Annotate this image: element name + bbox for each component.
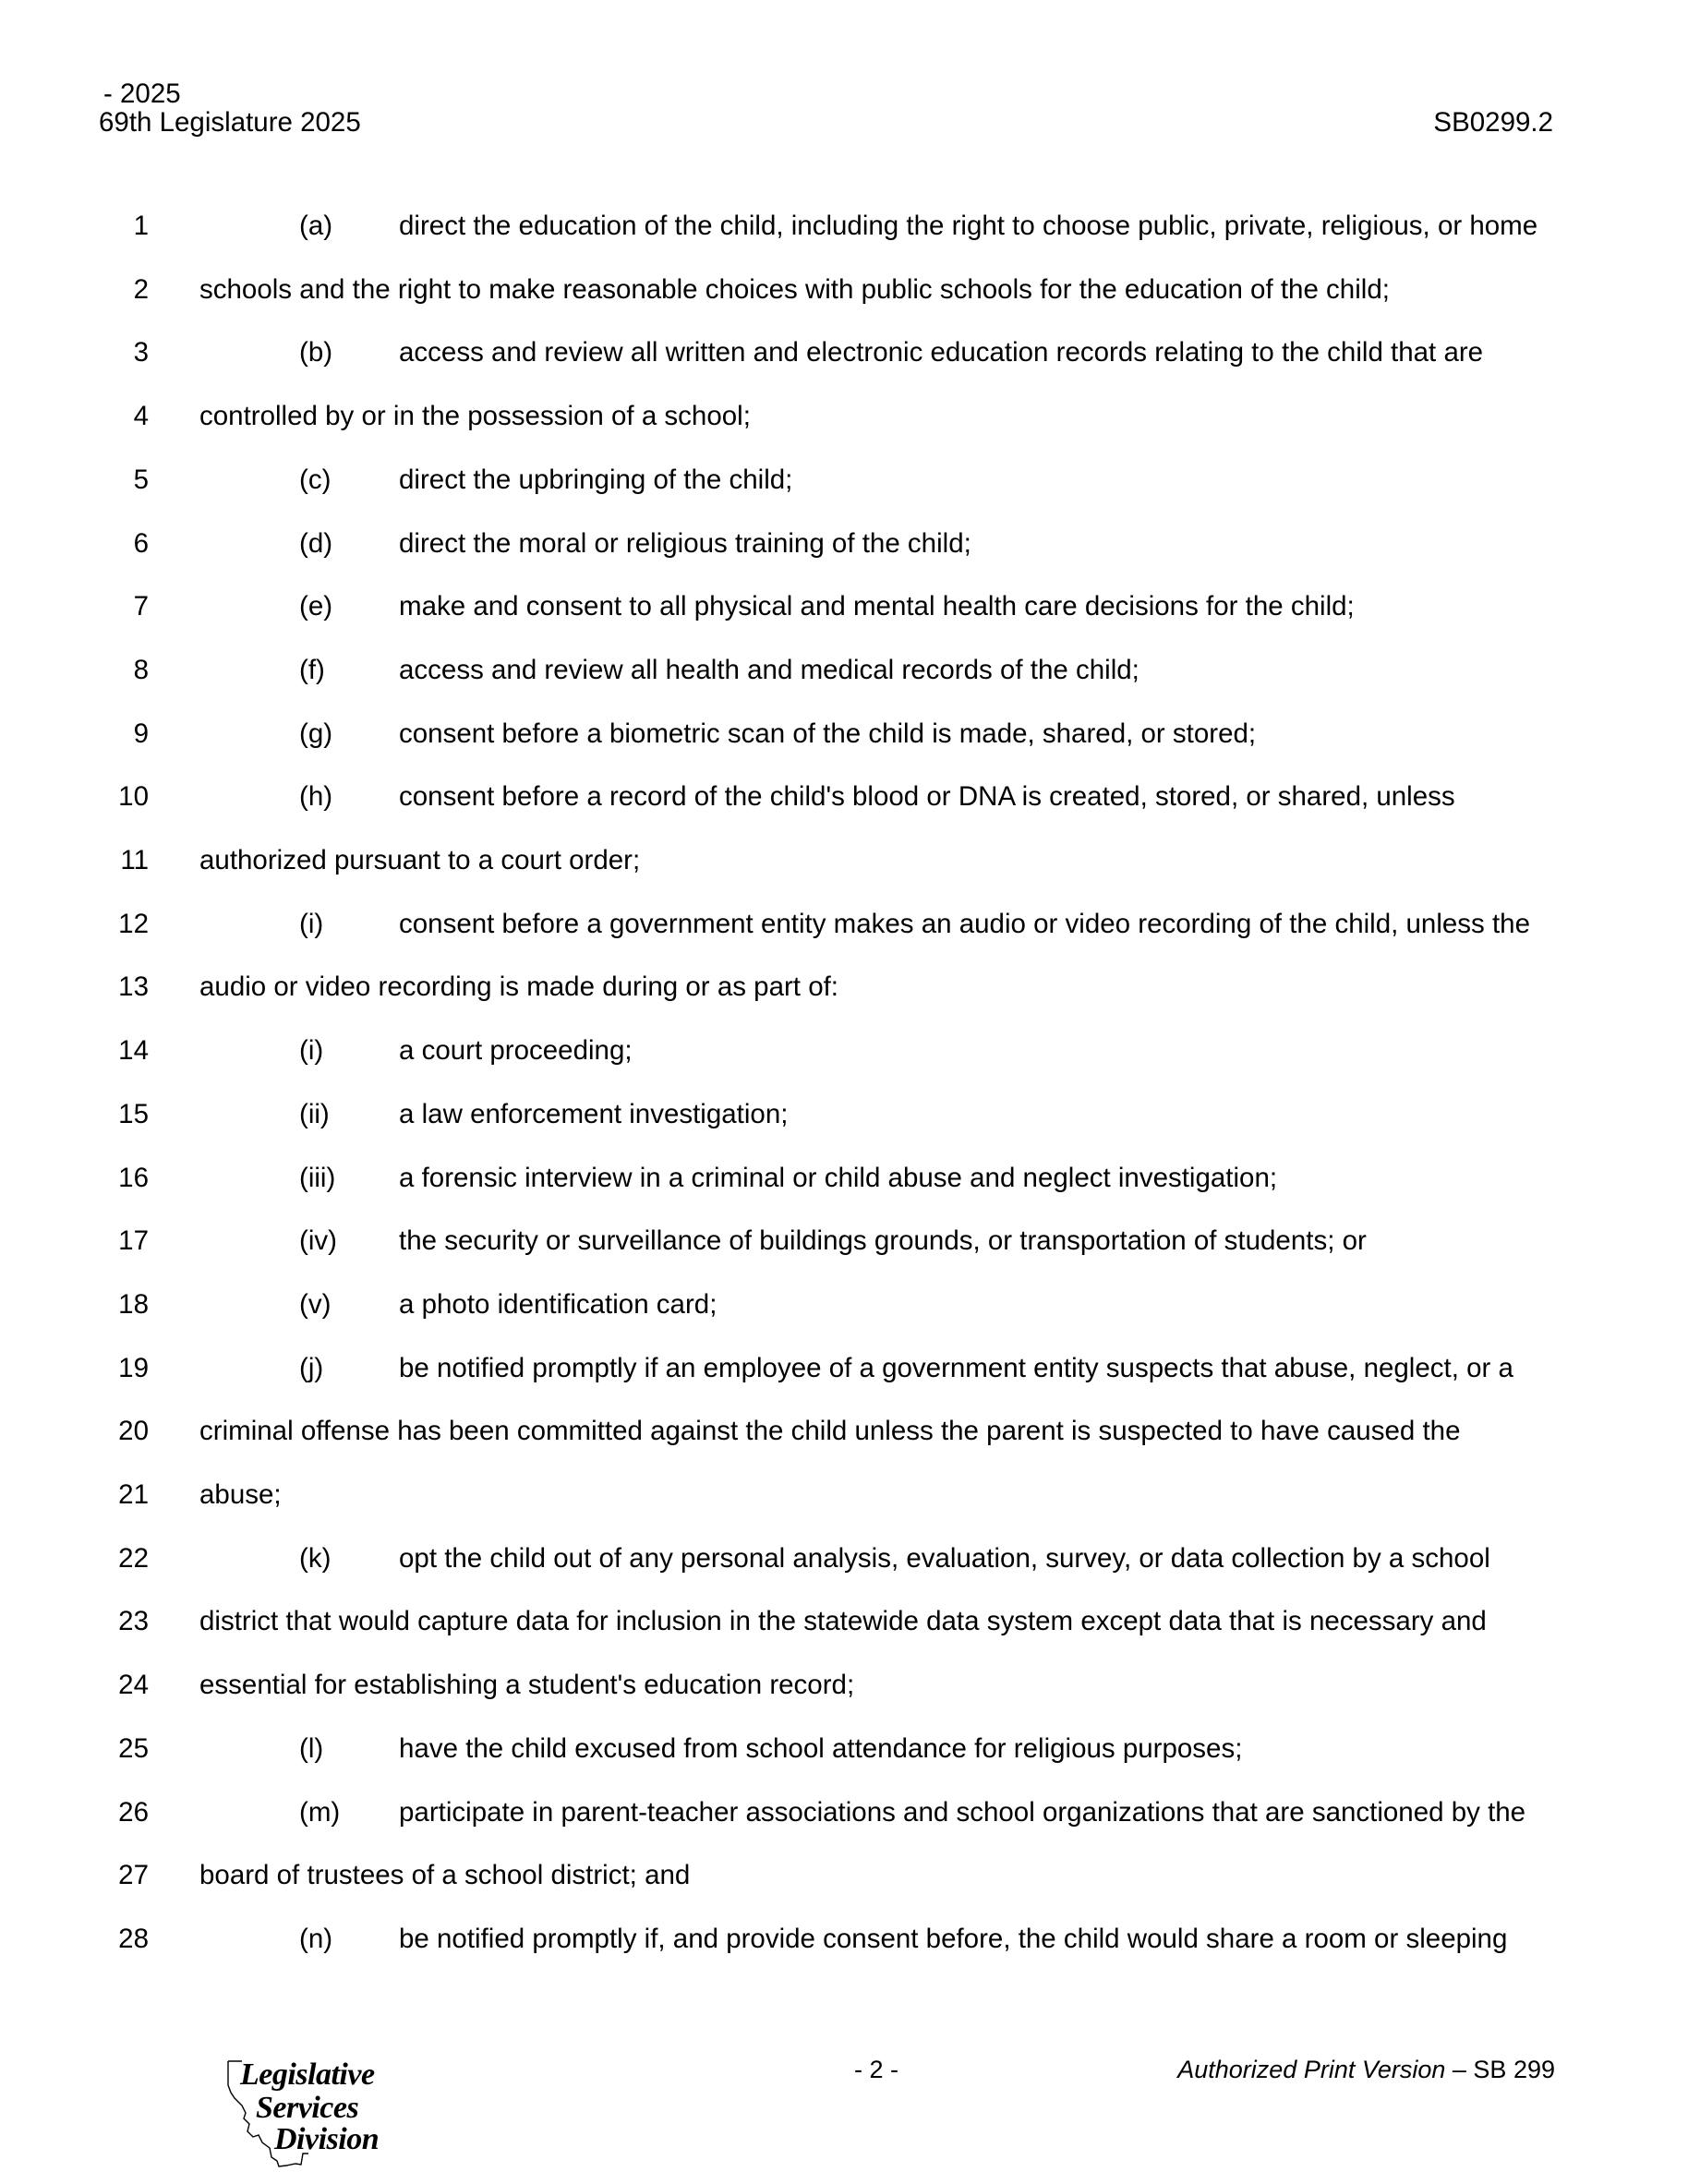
bill-line — [0, 1862, 1688, 1889]
line-number: 23 — [118, 1606, 149, 1637]
line-text: have the child excused from school attendance for religious purposes; — [399, 1732, 1243, 1764]
line-number: 3 — [133, 337, 149, 368]
legislative-services-division-logo — [222, 2057, 397, 2168]
subsection-marker: (l) — [299, 1732, 324, 1764]
bill-line — [0, 1352, 1688, 1383]
bill-line — [0, 654, 1688, 685]
bill-line — [0, 273, 1688, 305]
bill-line — [0, 908, 1688, 939]
line-text: consent before a government entity makes an audio or video recording of the child, unless the — [399, 908, 1530, 939]
line-text: access and review all written and electronic education records relating to the child that are — [399, 337, 1484, 368]
bill-line — [0, 1098, 1688, 1129]
subsection-marker: (c) — [299, 464, 332, 495]
line-text: board of trustees of a school district; and — [199, 1860, 691, 1891]
line-text: authorized pursuant to a court order; — [199, 845, 641, 875]
line-number: 8 — [133, 654, 149, 685]
line-number: 28 — [118, 1923, 149, 1954]
subsection-marker: (e) — [299, 591, 333, 622]
bill-line — [0, 973, 1688, 1001]
bill-line — [0, 527, 1688, 559]
logo-text-division: Division — [274, 2122, 380, 2156]
line-number: 14 — [118, 1035, 149, 1067]
line-number: 24 — [118, 1670, 149, 1701]
line-text: participate in parent-teacher associations and school organizations that are sanctioned by the — [399, 1796, 1526, 1828]
line-text: the security or surveillance of buildings grounds, or transportation of students; or — [399, 1225, 1367, 1257]
line-number: 21 — [118, 1479, 149, 1510]
subsection-marker: (iv) — [299, 1225, 337, 1257]
line-number: 10 — [118, 781, 149, 813]
line-text: district that would capture data for inclusion in the statewide data system except data that is necessary and — [199, 1606, 1487, 1637]
line-text: consent before a record of the child's blood or DNA is created, stored, or shared, unless — [399, 781, 1455, 813]
line-number: 5 — [133, 464, 149, 495]
logo-text-legislative: Legislative — [240, 2057, 375, 2092]
line-text: criminal offense has been committed against the child unless the parent is suspected to have caused the — [199, 1416, 1461, 1447]
line-text: be notified promptly if, and provide consent before, the child would share a room or sleeping — [399, 1923, 1508, 1954]
line-text: essential for establishing a student's education record; — [199, 1670, 855, 1701]
line-text: a court proceeding; — [399, 1035, 633, 1067]
bill-line — [0, 339, 1688, 367]
bill-line — [0, 212, 1688, 240]
line-text: schools and the right to make reasonable choices with public schools for the education of the child; — [199, 273, 1390, 305]
bill-line — [0, 1608, 1688, 1635]
line-text: a forensic interview in a criminal or child abuse and neglect investigation; — [399, 1162, 1278, 1193]
bill-line — [0, 1288, 1688, 1320]
subsection-marker: (h) — [299, 781, 333, 813]
bill-line — [0, 847, 1688, 875]
bill-line — [0, 1925, 1688, 1953]
line-text: direct the moral or religious training of the child; — [399, 527, 971, 559]
print-version-label — [1177, 2057, 1555, 2082]
line-text: controlled by or in the possession of a school; — [199, 401, 751, 432]
line-number: 20 — [118, 1416, 149, 1447]
line-number: 25 — [118, 1732, 149, 1764]
print-version-text: Authorized Print Version — [1177, 2056, 1446, 2083]
line-number: 12 — [118, 908, 149, 939]
subsection-marker: (ii) — [299, 1098, 330, 1129]
bill-line — [0, 783, 1688, 811]
subsection-marker: (k) — [299, 1542, 332, 1574]
bill-line — [0, 1481, 1688, 1509]
print-version-bill: SB 299 — [1473, 2056, 1555, 2083]
line-text: direct the education of the child, including the right to choose public, private, religious, or home — [399, 211, 1538, 241]
line-number: 22 — [118, 1542, 149, 1574]
line-number: 26 — [118, 1796, 149, 1828]
line-number: 19 — [118, 1352, 149, 1383]
line-number: 4 — [133, 401, 149, 432]
subsection-marker: (d) — [299, 527, 333, 559]
bill-line — [0, 1418, 1688, 1445]
subsection-marker: (j) — [299, 1352, 324, 1383]
subsection-marker: (i) — [299, 908, 324, 939]
line-text: opt the child out of any personal analysis, evaluation, survey, or data collection by a school — [399, 1542, 1490, 1574]
bill-line — [0, 1542, 1688, 1574]
subsection-marker: (n) — [299, 1923, 333, 1954]
line-text: make and consent to all physical and mental health care decisions for the child; — [399, 591, 1355, 622]
bill-line — [0, 1227, 1688, 1255]
line-number: 2 — [133, 273, 149, 305]
line-text: consent before a biometric scan of the child is made, shared, or stored; — [399, 718, 1257, 749]
line-number: 13 — [118, 971, 149, 1003]
subsection-marker: (g) — [299, 718, 333, 749]
header-session: - 2025 — [103, 78, 181, 109]
line-number: 16 — [118, 1162, 149, 1193]
line-number: 1 — [133, 211, 149, 241]
subsection-marker: (a) — [299, 211, 333, 241]
line-text: access and review all health and medical records of the child; — [399, 654, 1139, 685]
line-text: audio or video recording is made during or as part of: — [199, 971, 838, 1003]
subsection-marker: (f) — [299, 654, 325, 685]
line-text: a law enforcement investigation; — [399, 1098, 789, 1129]
subsection-marker: (b) — [299, 337, 333, 368]
header-bill-id: SB0299.2 — [1433, 107, 1553, 138]
subsection-marker: (m) — [299, 1796, 341, 1828]
bill-line — [0, 1671, 1688, 1699]
bill-line — [0, 1732, 1688, 1764]
subsection-marker: (i) — [299, 1035, 324, 1067]
page-number: - 2 - — [854, 2056, 899, 2083]
subsection-marker: (iii) — [299, 1162, 336, 1193]
subsection-marker: (v) — [299, 1288, 332, 1320]
line-text: be notified promptly if an employee of a government entity suspects that abuse, neglect, or a — [399, 1352, 1513, 1383]
line-text: direct the upbringing of the child; — [399, 464, 793, 495]
line-number: 11 — [120, 845, 149, 875]
header-legislature: 69th Legislature 2025 — [99, 107, 361, 138]
line-number: 9 — [133, 718, 149, 749]
bill-line — [0, 403, 1688, 430]
line-text: a photo identification card; — [399, 1288, 717, 1320]
bill-line — [0, 1164, 1688, 1192]
line-text: abuse; — [199, 1479, 282, 1510]
line-number: 7 — [133, 591, 149, 622]
line-number: 6 — [133, 527, 149, 559]
bill-line — [0, 593, 1688, 621]
line-number: 18 — [118, 1288, 149, 1320]
bill-line — [0, 1037, 1688, 1065]
bill-line — [0, 1796, 1688, 1828]
line-number: 15 — [118, 1098, 149, 1129]
print-version-separator: – — [1445, 2056, 1474, 2083]
logo-text-services: Services — [256, 2091, 359, 2125]
bill-line — [0, 720, 1688, 748]
bill-line — [0, 466, 1688, 494]
line-number: 27 — [118, 1860, 149, 1891]
line-number: 17 — [118, 1225, 149, 1257]
